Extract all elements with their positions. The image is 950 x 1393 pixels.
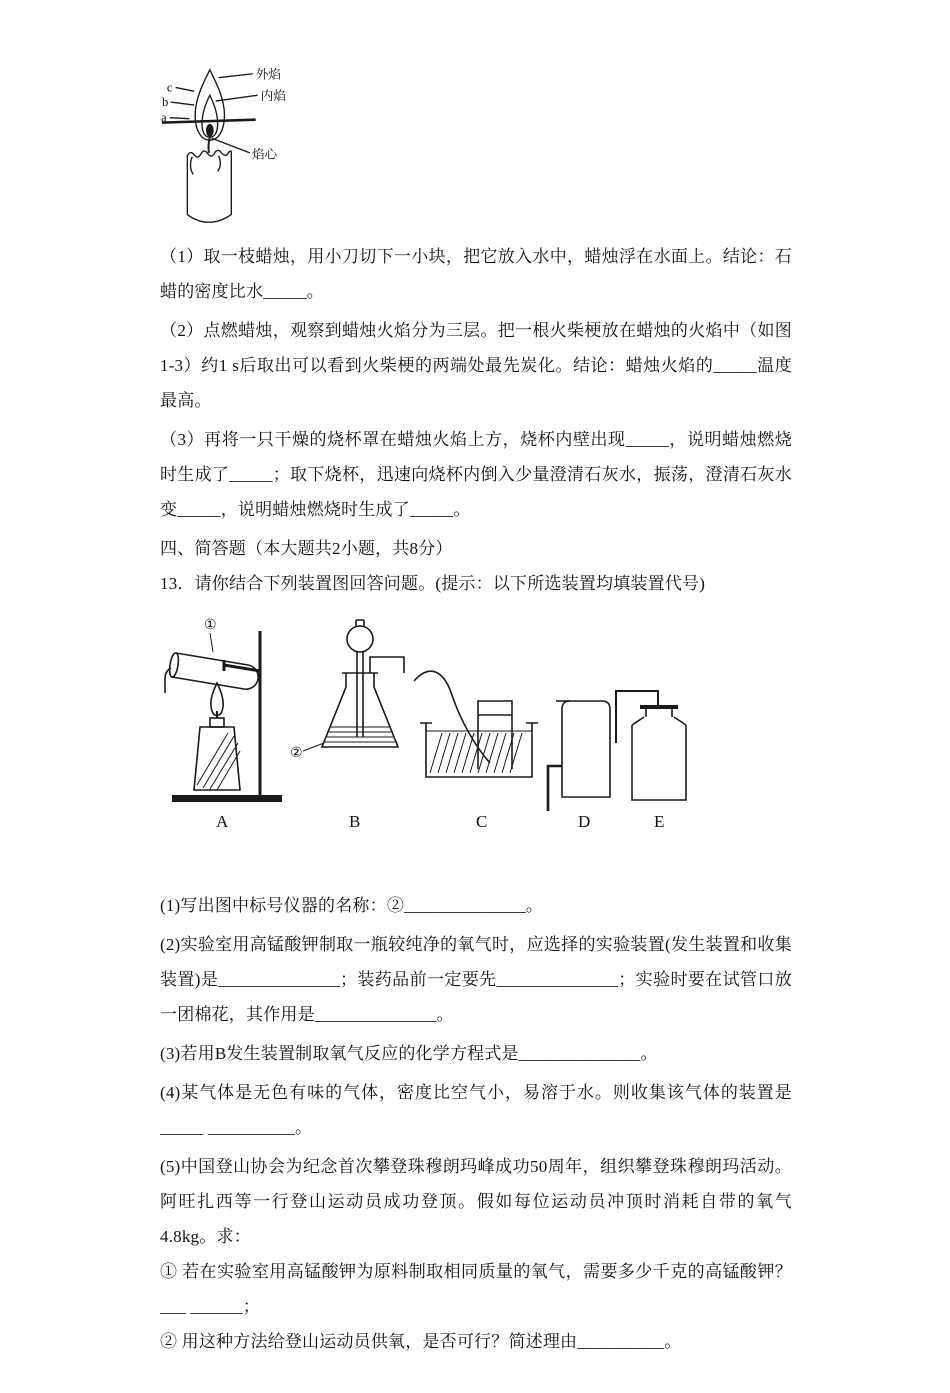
bottle-d-tube: [548, 766, 562, 811]
outer-flame-label: 外焰: [255, 67, 282, 82]
funnel-bulb: [347, 626, 373, 652]
apparatus-E: [616, 691, 686, 800]
point-ticks: [170, 87, 194, 118]
apparatus-A: [165, 631, 282, 802]
candle-drip: [190, 156, 220, 175]
candle-drawing: [162, 70, 258, 222]
apparatus-letter-c: C: [476, 812, 488, 831]
flame-core-shape: [206, 124, 214, 137]
bottle-e: [632, 707, 686, 800]
candle-question-3: （3）再将一只干燥的烧杯罩在蜡烛火焰上方，烧杯内壁出现_____，说明蜡烛燃烧时生成了_____；取下烧杯，迅速向烧杯内倒入少量澄清石灰水，振荡，澄清石灰水变_____，说明蜡烛燃烧时生成了_____。: [160, 430, 792, 519]
q13-sub4: (4)某气体是无色有味的气体，密度比空气小，易溶于水。则收集该气体的装置是_____ __________。: [160, 1083, 792, 1137]
lamp-body: [194, 727, 240, 790]
callout-1-leader: [210, 633, 213, 652]
funnel-stem: [357, 651, 363, 737]
apparatus-letter-b: B: [349, 812, 361, 831]
flask: [322, 673, 398, 747]
q13-sub5-part2: ② 用这种方法给登山运动员供氧，是否可行？简述理由__________。: [160, 1332, 682, 1351]
apparatus-letter-a: A: [216, 812, 229, 831]
stand-base: [172, 795, 282, 802]
candle-flame-diagram: [160, 62, 792, 233]
lamp-cap: [210, 718, 224, 727]
point-c-label: c: [166, 80, 173, 95]
apparatus-D: [548, 701, 610, 811]
apparatus-letter-e: E: [654, 812, 665, 831]
flame-core-label: 焰心: [251, 147, 278, 162]
matchstick-line: [162, 120, 256, 123]
apparatus-C: [414, 671, 538, 777]
apparatus-drawing: [165, 620, 686, 811]
water-hatch: [430, 733, 522, 773]
q13-sub2: (2)实验室用高锰酸钾制取一瓶较纯净的氧气时，应选择的实验装置(发生装置和收集装置)是______________；装药品前一定要先______________；实验时要在试管口放一团棉花，其作用是______________。: [160, 935, 792, 1024]
apparatus-letter-d: D: [578, 812, 591, 831]
point-a-label: a: [160, 110, 167, 125]
delivery-tube-b: [370, 657, 404, 673]
point-b-label: b: [161, 94, 169, 109]
candle-question-2: （2）点燃蜡烛，观察到蜡烛火焰分为三层。把一根火柴梗放在蜡烛的火焰中（如图1-3）约1 s后取出可以看到火柴梗的两端处最先炭化。结论：蜡烛火焰的_____温度最高。: [160, 321, 792, 410]
q13-sub5: (5)中国登山协会为纪念首次攀登珠穆朗玛峰成功50周年，组织攀登珠穆朗玛活动。阿旺扎西等一行登山运动员成功登顶。假如每位运动员冲顶时消耗自带的氧气4.8kg。求：: [160, 1157, 792, 1246]
apparatus-letters: [216, 812, 664, 831]
candle-diagram-svg: [160, 62, 370, 233]
candle-question-1: （1）取一枝蜡烛，用小刀切下一小块，把它放入水中，蜡烛浮在水面上。结论：石蜡的密度比水_____。: [160, 247, 792, 301]
callout-1: ①: [204, 618, 217, 633]
question-13-intro: 13．请你结合下列装置图回答问题。(提示：以下所选装置均填装置代号): [160, 574, 706, 593]
apparatus-diagram: [164, 615, 792, 833]
apparatus-B: [303, 620, 404, 751]
bottle-e-tube: [616, 691, 658, 743]
section-heading: 四、简答题（本大题共2小题，共8分）: [160, 539, 453, 558]
inner-flame-label: 内焰: [260, 89, 286, 104]
candle-body: [187, 150, 231, 222]
bottle-d: [562, 701, 610, 797]
test-tube-mouth: [168, 652, 180, 677]
test-tube: [172, 653, 258, 689]
lamp-hatch: [197, 733, 240, 790]
candle-labels: [161, 67, 286, 162]
collection-bottle: [478, 701, 512, 769]
q13-sub1: (1)写出图中标号仪器的名称：②______________。: [160, 896, 544, 915]
apparatus-svg: [164, 615, 704, 833]
callout-2: ②: [290, 746, 303, 761]
q13-sub5-part1: ① 若在实验室用高锰酸钾为原料制取相同质量的氧气，需要多少千克的高锰酸钾？___ ______；: [160, 1262, 792, 1316]
outer-flame-leader: [219, 74, 253, 78]
q13-sub3: (3)若用B发生装置制取氧气反应的化学方程式是______________。: [160, 1044, 658, 1063]
flask-liquid: [325, 727, 395, 742]
callout-2-leader: [303, 743, 324, 751]
lamp-flame: [211, 683, 223, 716]
